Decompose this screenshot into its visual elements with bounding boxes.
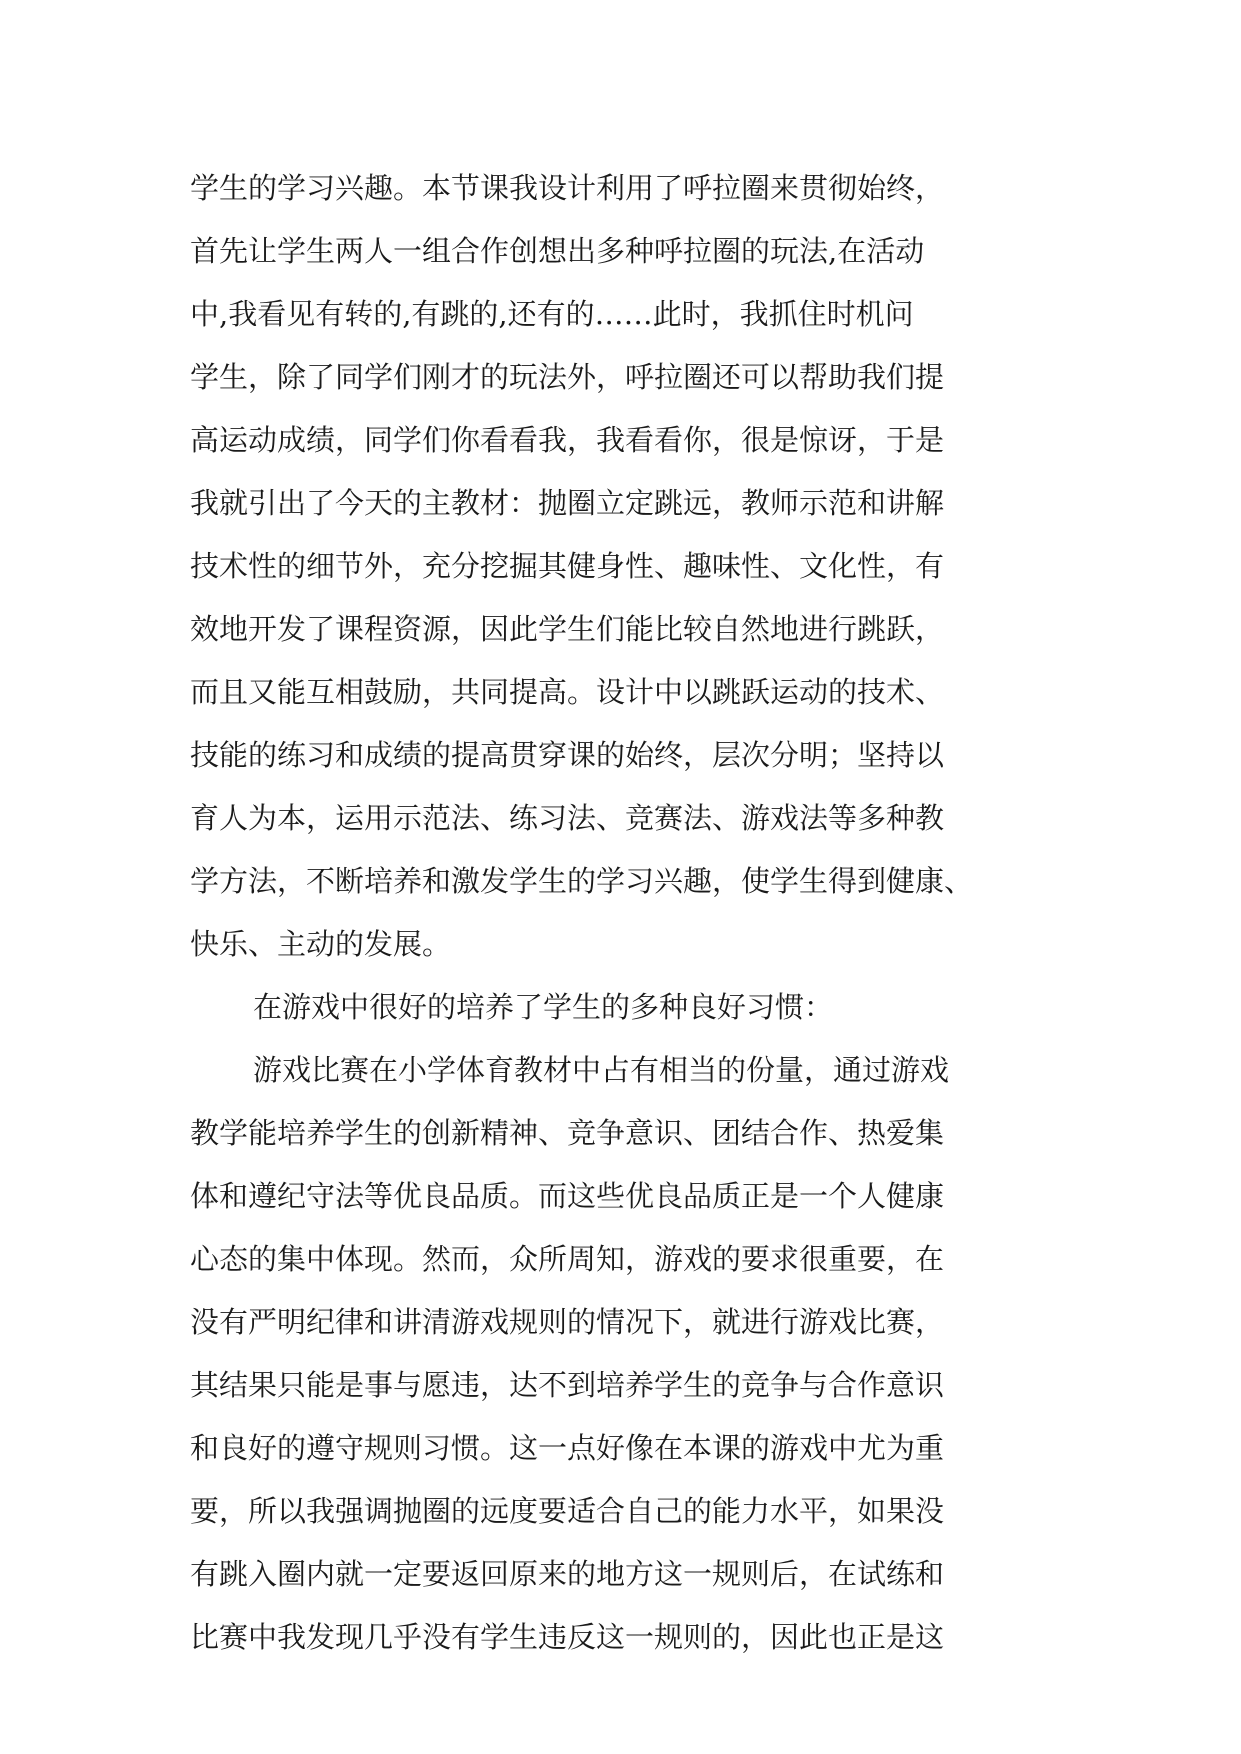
text-line: 其结果只能是事与愿违，达不到培养学生的竞争与合作意识: [190, 1368, 945, 1402]
text-line: 快乐、主动的发展。: [190, 927, 452, 961]
text-line: 教学能培养学生的创新精神、竞争意识、团结合作、热爱集: [190, 1116, 945, 1150]
document-body: [190, 157, 1070, 1669]
text-line: 学生，除了同学们刚才的玩法外，呼拉圈还可以帮助我们提: [190, 360, 945, 394]
text-line: 学生的学习兴趣。本节课我设计利用了呼拉圈来贯彻始终，: [190, 171, 945, 205]
text-line: 有跳入圈内就一定要返回原来的地方这一规则后，在试练和: [190, 1557, 945, 1591]
text-line: 体和遵纪守法等优良品质。而这些优良品质正是一个人健康: [190, 1179, 945, 1213]
text-line: 效地开发了课程资源，因此学生们能比较自然地进行跳跃，: [190, 612, 945, 646]
text-line: 中,我看见有转的,有跳的,还有的……此时，我抓住时机问: [190, 297, 914, 331]
paragraph-heading: 在游戏中很好的培养了学生的多种良好习惯：: [253, 990, 834, 1024]
text-line: 育人为本，运用示范法、练习法、竞赛法、游戏法等多种教: [190, 801, 945, 835]
text-line: 技术性的细节外，充分挖掘其健身性、趣味性、文化性，有: [190, 549, 945, 583]
text-line: 我就引出了今天的主教材：抛圈立定跳远，教师示范和讲解: [190, 486, 945, 520]
text-line: 比赛中我发现几乎没有学生违反这一规则的，因此也正是这: [190, 1620, 945, 1654]
text-line: 没有严明纪律和讲清游戏规则的情况下，就进行游戏比赛，: [190, 1305, 945, 1339]
text-line: 心态的集中体现。然而，众所周知，游戏的要求很重要，在: [190, 1242, 945, 1276]
text-line: 技能的练习和成绩的提高贯穿课的始终，层次分明；坚持以: [190, 738, 945, 772]
text-line: 学方法，不断培养和激发学生的学习兴趣，使学生得到健康、: [190, 864, 974, 898]
paragraph-first-line: 游戏比赛在小学体育教材中占有相当的份量，通过游戏: [253, 1053, 950, 1087]
text-line: 要，所以我强调抛圈的远度要适合自己的能力水平，如果没: [190, 1494, 945, 1528]
text-line: 和良好的遵守规则习惯。这一点好像在本课的游戏中尤为重: [190, 1431, 945, 1465]
text-line: 而且又能互相鼓励，共同提高。设计中以跳跃运动的技术、: [190, 675, 945, 709]
text-line: 首先让学生两人一组合作创想出多种呼拉圈的玩法,在活动: [190, 234, 925, 268]
text-line: 高运动成绩，同学们你看看我，我看看你，很是惊讶，于是: [190, 423, 945, 457]
